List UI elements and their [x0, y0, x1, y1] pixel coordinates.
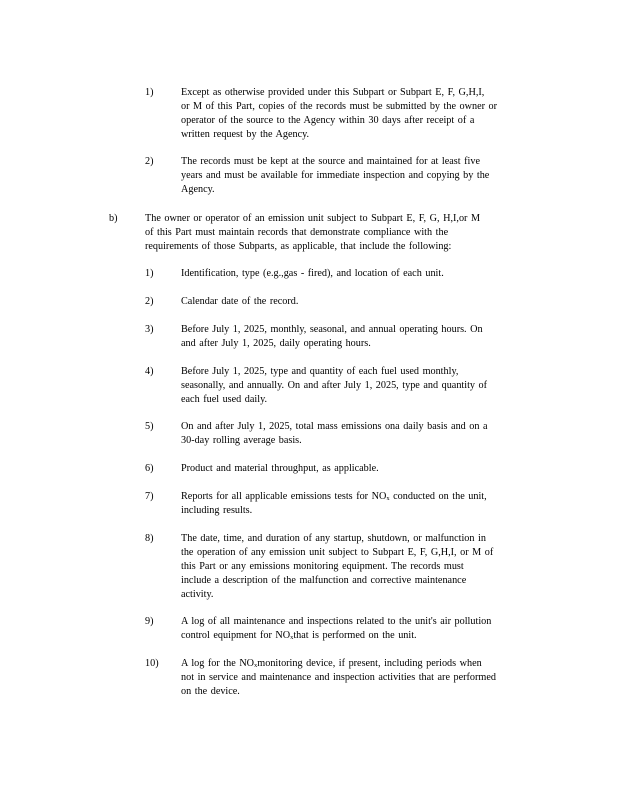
item-marker: 2) — [145, 156, 154, 167]
item-text: Before July 1, 2025, type and quantity of each fuel used monthly, seasonally, and annually. On and after July 1, 2025, type and quantity of each fuel used daily. — [181, 366, 488, 405]
item-marker: 2) — [145, 296, 154, 307]
item-text: A log of all maintenance and inspections related to the unit's air pollution control equipment for $NO_xthat$ is performed on the unit. — [181, 616, 492, 641]
item-text: Calendar date of the record. — [181, 296, 299, 307]
item-marker: 1) — [145, 87, 154, 98]
item-text: Before July 1, 2025, monthly, seasonal, and annual operating hours. On and after July 1, 2025, daily operating hours. — [181, 324, 483, 349]
item-marker: 9) — [145, 616, 154, 627]
item-marker: 1) — [145, 268, 154, 279]
item-marker: 10) — [145, 658, 159, 669]
item-marker: 3) — [145, 324, 154, 335]
item-marker: 8) — [145, 533, 154, 544]
item-text: Identification, type (e.g.,gas - fired), and location of each unit. — [181, 268, 444, 279]
item-text: Except as otherwise provided under this Subpart or Subpart E, F, G,H,I, or M of this Part, copies of the records must be submitted by the owner or operator of the source to the Agency within 30 days after receipt of a written request by the Agency. — [181, 87, 498, 140]
item-marker: 6) — [145, 463, 154, 474]
item-text: On and after July 1, 2025, total mass emissions ona daily basis and on a 30-day rolling average basis. — [181, 421, 488, 446]
nox-subscript: x — [254, 662, 258, 669]
item-marker: b) — [109, 213, 118, 224]
item-marker: 4) — [145, 366, 154, 377]
item-text: The owner or operator of an emission unit subject to Subpart E, F, G, H,I,or M of this Part must maintain records that demonstrate compliance with the requirements of those Subparts, as applicable, that include the following: — [145, 213, 481, 252]
item-text: The date, time, and duration of any startup, shutdown, or malfunction in the operation of any emission unit subject to Subpart E, F, G,H,I, or M of this Part or any emissions monitoring equipment. The records must include a description of the malfunction and corrective maintenance activity. — [181, 533, 494, 600]
item-marker: 5) — [145, 421, 154, 432]
item-text: Reports for all applicable emissions tests for $NO_x$ conducted on the unit, including results. — [181, 491, 487, 516]
nox-subscript: x — [386, 495, 390, 502]
item-text: Product and material throughput, as applicable. — [181, 463, 379, 474]
item-marker: 7) — [145, 491, 154, 502]
nox-subscript: x — [290, 634, 294, 641]
item-text: The records must be kept at the source and maintained for at least five years and must be available for immediate inspection and copying by the Agency. — [181, 156, 490, 195]
item-text: A log for the $NO_xmonitoring$ device, if present, including periods when not in service and maintenance and inspection activities that are performed on the device. — [181, 658, 496, 697]
